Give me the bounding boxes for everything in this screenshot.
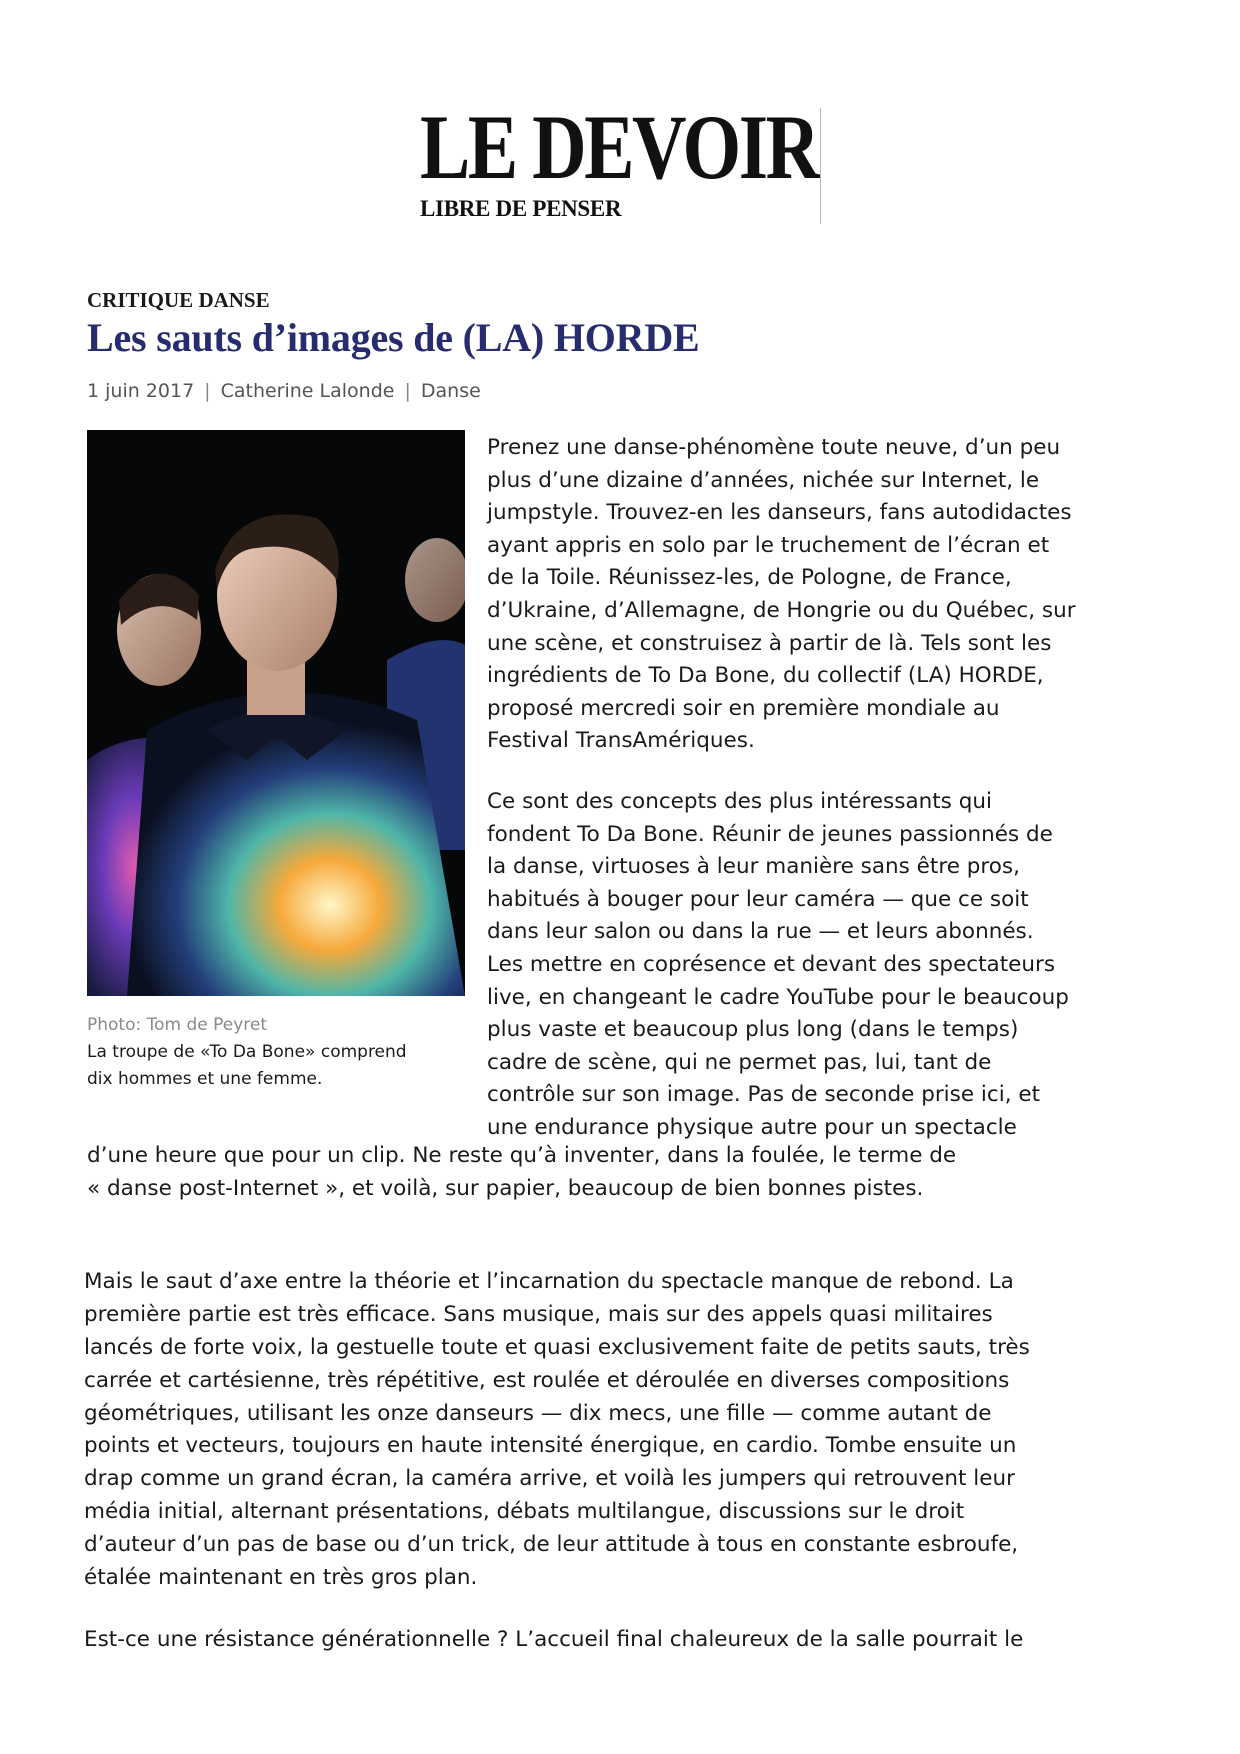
text-line: média initial, alternant présentations, débats multilangue, discussions sur le droit (84, 1499, 965, 1525)
text-line: dans leur salon ou dans la rue — et leurs abonnés. (487, 919, 1034, 945)
text-line: une endurance physique autre pour un spectacle (487, 1114, 1017, 1140)
paragraph-2 (487, 786, 1069, 1145)
text-line: drap comme un grand écran, la caméra arrive, et voilà les jumpers qui retrouvent leur (84, 1466, 1015, 1492)
masthead-tagline: LIBRE DE PENSER (420, 196, 622, 221)
text-line: ayant appris en solo par le truchement de l’écran et (487, 532, 1050, 558)
text-line: plus vaste et beaucoup plus long (dans le temps) (487, 1017, 1019, 1043)
text-line: proposé mercredi soir en première mondiale au (487, 695, 1000, 721)
paragraph-4 (84, 1624, 1023, 1657)
caption-line: La troupe de «To Da Bone» comprend (87, 1042, 407, 1062)
dancers-photo-illustration (87, 430, 465, 996)
text-line: cadre de scène, qui ne permet pas, lui, tant de (487, 1049, 992, 1075)
article-date: 1 juin 2017 (87, 380, 195, 402)
text-line: Les mettre en coprésence et devant des spectateurs (487, 951, 1056, 977)
text-line: Ce sont des concepts des plus intéressants qui (487, 789, 992, 814)
photo-caption (87, 1012, 472, 1093)
text-line: d’une heure que pour un clip. Ne reste qu’à inventer, dans la foulée, le terme de (87, 1143, 957, 1168)
text-line: fondent To Da Bone. Réunir de jeunes passionnés de (487, 821, 1053, 847)
text-line: points et vecteurs, toujours en haute intensité énergique, en cardio. Tombe ensuite un (84, 1433, 1017, 1459)
text-line: d’Ukraine, d’Allemagne, de Hongrie ou du Québec, sur (487, 597, 1076, 623)
text-line: Est-ce une résistance générationnelle ? L’accueil final chaleureux de la salle pourrait le (84, 1627, 1024, 1652)
text-line: la danse, virtuoses à leur manière sans être pros, (487, 854, 1020, 880)
text-line: de la Toile. Réunissez-les, de Pologne, de France, (487, 565, 1012, 591)
paragraph-2-continued (87, 1140, 956, 1205)
text-line: plus d’une dizaine d’années, nichée sur Internet, le (487, 467, 1040, 493)
photo-credit: Photo: Tom de Peyret (87, 1015, 268, 1035)
text-line: « danse post-Internet », et voilà, sur papier, beaucoup de bien bonnes pistes. (87, 1175, 924, 1201)
text-line: contrôle sur son image. Pas de seconde prise ici, et (487, 1082, 1041, 1108)
text-line: Prenez une danse-phénomène toute neuve, d’un peu (487, 435, 1061, 460)
caption-line: dix hommes et une femme. (87, 1069, 323, 1089)
article-kicker: CRITIQUE DANSE (87, 288, 270, 312)
text-line: étalée maintenant en très gros plan. (84, 1565, 478, 1591)
article-photo (87, 430, 465, 996)
text-line: première partie est très efficace. Sans musique, mais sur des appels quasi militaires (84, 1301, 993, 1327)
text-line: carrée et cartésienne, très répétitive, est roulée et déroulée en diverses compositions (84, 1367, 1010, 1393)
masthead-logo: LE DEVOIR (420, 96, 818, 198)
masthead-divider (820, 108, 821, 224)
text-line: géométriques, utilisant les onze danseurs — dix mecs, une fille — comme autant de (84, 1400, 992, 1426)
text-line: une scène, et construisez à partir de là. Tels sont les (487, 630, 1052, 656)
text-line: live, en changeant le cadre YouTube pour le beaucoup (487, 984, 1069, 1010)
paragraph-3 (84, 1266, 1030, 1595)
text-line: lancés de forte voix, la gestuelle toute et quasi exclusivement faite de petits sauts, très (84, 1334, 1030, 1360)
text-line: habitués à bouger pour leur caméra — que ce soit (487, 886, 1029, 912)
text-line: ingrédients de To Da Bone, du collectif (LA) HORDE, (487, 663, 1044, 689)
meta-separator: | (404, 380, 411, 402)
article-meta (87, 380, 481, 402)
article-author[interactable]: Catherine Lalonde (220, 380, 395, 402)
meta-separator: | (204, 380, 211, 402)
text-line: d’auteur d’un pas de base ou d’un trick, de leur attitude à tous en constante esbroufe, (84, 1532, 1019, 1558)
text-line: jumpstyle. Trouvez-en les danseurs, fans autodidactes (487, 500, 1072, 526)
masthead (420, 96, 820, 222)
paragraph-1 (487, 432, 1076, 758)
text-line: Festival TransAmériques. (487, 728, 755, 754)
text-line: Mais le saut d’axe entre la théorie et l’incarnation du spectacle manque de rebond. La (84, 1269, 1014, 1294)
article-headline: Les sauts d’images de (LA) HORDE (87, 315, 700, 360)
article-section[interactable]: Danse (420, 380, 481, 402)
